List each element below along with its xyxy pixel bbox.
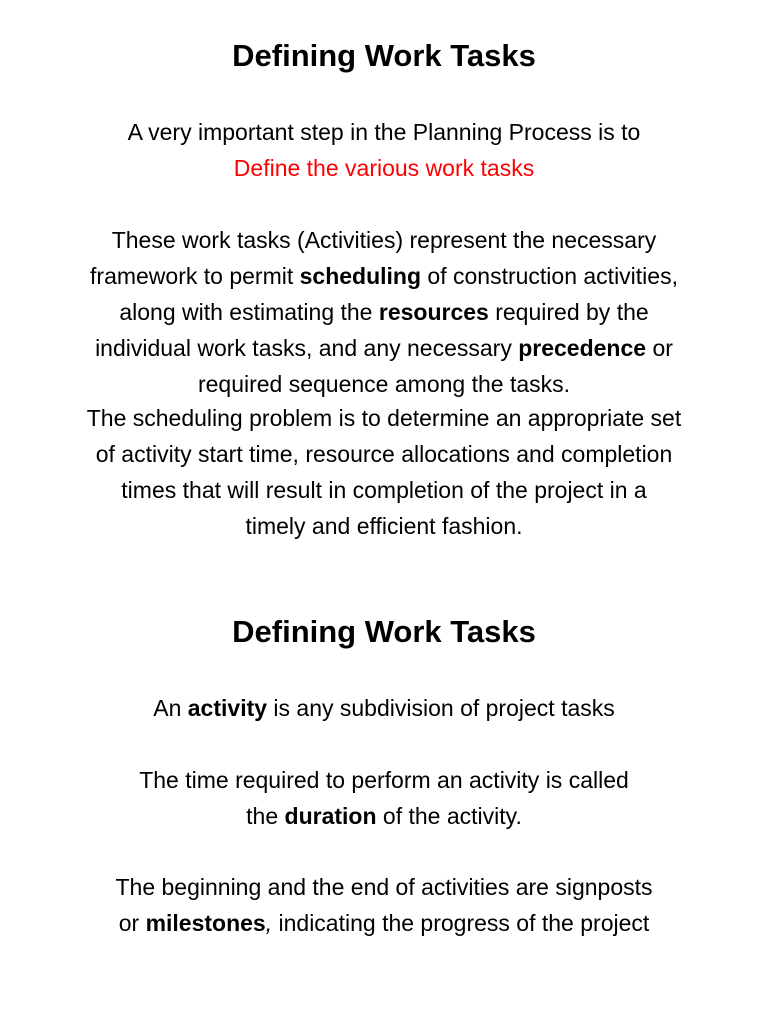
milestones-line2-text: or [118,910,146,936]
term-activity: activity [187,695,268,721]
section1-paragraph2 [14,400,754,544]
duration-definition [14,762,754,834]
para2-line3: times that will result in completion of the project in a [121,477,647,503]
milestones-line1: The beginning and the end of activities are signposts [115,874,653,900]
para1-line5: required sequence among the tasks. [197,371,571,397]
para1-line3-rest: required by the [488,299,649,325]
milestones-line2 [14,905,754,941]
milestones-comma: , [265,910,273,936]
term-duration: duration [284,803,377,829]
activity-line-text: An [153,695,188,721]
intro-line: A very important step in the Planning Process is to [127,119,641,145]
para1-line3-text: along with estimating the [119,299,379,325]
duration-line1: The time required to perform an activity is called [139,767,629,793]
para1-line1: These work tasks (Activities) represent the necessary [111,227,657,253]
term-milestones: milestones [145,910,266,936]
para1-line4 [14,330,754,366]
activity-definition [14,690,754,726]
section1-intro [14,114,754,186]
para1-line2 [14,258,754,294]
para2-line1: The scheduling problem is to determine an appropriate set [86,405,682,431]
intro-highlight: Define the various work tasks [233,155,535,181]
activity-line-rest: is any subdivision of project tasks [267,695,615,721]
para1-line4-rest: or [646,335,673,361]
term-precedence: precedence [518,335,647,361]
section1-title: Defining Work Tasks [232,38,536,73]
para1-line2-text: framework to permit [90,263,300,289]
section1-paragraph1 [14,222,754,402]
duration-line2 [14,798,754,834]
para2-line2: of activity start time, resource allocations and completion [95,441,673,467]
term-resources: resources [378,299,489,325]
para2-line4: timely and efficient fashion. [245,513,523,539]
duration-line2-rest: of the activity. [376,803,522,829]
section2-title: Defining Work Tasks [232,614,536,649]
activity-line [14,690,754,726]
para1-line4-text: individual work tasks, and any necessary [95,335,519,361]
term-scheduling: scheduling [299,263,422,289]
duration-line2-text: the [246,803,285,829]
milestones-line2-rest: indicating the progress of the project [272,910,650,936]
para1-line2-rest: of construction activities, [421,263,678,289]
milestones-definition [14,869,754,941]
para1-line3 [14,294,754,330]
